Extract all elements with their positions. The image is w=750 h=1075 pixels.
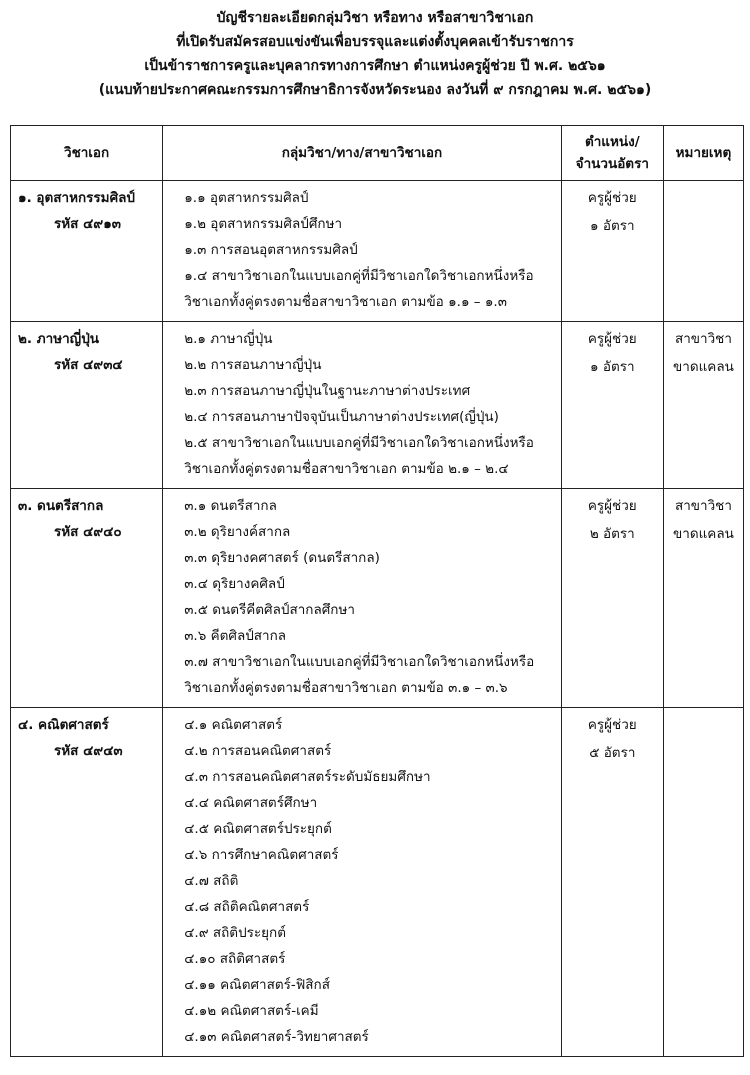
note-line-2 [665, 185, 742, 187]
table-row [11, 708, 744, 1057]
header-line-4: (แนบท้ายประกาศคณะกรรมการศึกษาธิการจังหวัดระนอง ลงวันที่ ๙ กรกฎาคม พ.ศ. ๒๕๖๑) [98, 82, 652, 98]
table-row [11, 322, 744, 489]
list-item: วิชาเอกทั้งคู่ตรงตามชื่อสาขาวิชาเอก ตามข้อ ๓.๑ – ๓.๖ [184, 680, 508, 696]
list-item: ๒.๕ สาขาวิชาเอกในแบบเอกคู่ที่มีวิชาเอกใดวิชาเอกหนึ่งหรือ [184, 435, 534, 451]
position-title: ครูผู้ช่วย [587, 190, 637, 206]
subject-cell [11, 322, 163, 489]
position-count: ๑ อัตรา [590, 359, 635, 375]
group-cell [163, 181, 562, 322]
header-group: กลุ่มวิชา/ทาง/สาขาวิชาเอก [163, 126, 562, 181]
position-count: ๕ อัตรา [589, 745, 636, 761]
list-item: ๔.๒ การสอนคณิตศาสตร์ [184, 743, 332, 759]
list-item: ๓.๔ ดุริยางคศิลป์ [184, 576, 285, 592]
position-cell [561, 181, 663, 322]
list-item: ๔.๕ คณิตศาสตร์ประยุกต์ [184, 821, 332, 837]
list-item: ๔.๑๐ สถิติศาสตร์ [184, 951, 286, 967]
note-cell [663, 181, 743, 322]
subject-code: รหัส ๔๙๑๓ [54, 216, 121, 232]
list-item: ๔.๑ คณิตศาสตร์ [184, 717, 283, 733]
group-cell [163, 708, 562, 1057]
note-line-1: สาขาวิชา [674, 498, 732, 514]
group-item-list [164, 324, 560, 484]
subject-name: ๓. ดนตรีสากล [18, 498, 104, 514]
list-item: ๒.๑ ภาษาญี่ปุ่น [184, 331, 273, 347]
table-body [11, 181, 744, 1057]
list-item: ๓.๕ ดนตรีคีตศิลป์สากลศึกษา [184, 602, 355, 618]
subject-cell [11, 489, 163, 708]
list-item: ๒.๔ การสอนภาษาปัจจุบันเป็นภาษาต่างประเทศ(ญี่ปุ่น) [184, 409, 499, 425]
list-item: ๓.๑ ดนตรีสากล [184, 498, 277, 514]
list-item: ๓.๒ ดุริยางค์สากล [184, 524, 291, 540]
group-cell [163, 489, 562, 708]
table-row [11, 181, 744, 322]
header-line-2: ที่เปิดรับสมัครสอบแข่งขันเพื่อบรรจุและแต่งตั้งบุคคลเข้ารับราชการ [176, 34, 574, 50]
list-item: ๑.๓ การสอนอุตสาหกรรมศิลป์ [184, 242, 358, 258]
subjects-table [10, 125, 744, 1057]
list-item: ๔.๑๓ คณิตศาสตร์-วิทยาศาสตร์ [184, 1029, 369, 1045]
note-line-1: สาขาวิชา [674, 331, 732, 347]
subject-cell [11, 181, 163, 322]
list-item: ๓.๓ ดุริยางคศาสตร์ (ดนตรีสากล) [184, 550, 380, 566]
position-title: ครูผู้ช่วย [587, 498, 637, 514]
list-item: ๔.๑๑ คณิตศาสตร์-ฟิสิกส์ [184, 977, 330, 993]
list-item: วิชาเอกทั้งคู่ตรงตามชื่อสาขาวิชาเอก ตามข้อ ๑.๑ – ๑.๓ [184, 294, 507, 310]
note-line-2: ขาดแคลน [673, 526, 734, 542]
group-cell [163, 322, 562, 489]
header-position-line2: จำนวนอัตรา [575, 156, 649, 172]
table-header-row [11, 126, 744, 181]
list-item: ๑.๔ สาขาวิชาเอกในแบบเอกคู่ที่มีวิชาเอกใดวิชาเอกหนึ่งหรือ [184, 268, 534, 284]
list-item: ๓.๗ สาขาวิชาเอกในแบบเอกคู่ที่มีวิชาเอกใดวิชาเอกหนึ่งหรือ [184, 654, 535, 670]
header-subject: วิชาเอก [11, 126, 163, 181]
list-item: ๑.๒ อุตสาหกรรมศิลป์ศึกษา [184, 216, 343, 232]
list-item: ๔.๖ การศึกษาคณิตศาสตร์ [184, 847, 339, 863]
document-header [0, 6, 750, 102]
subject-code: รหัส ๔๙๔๓ [54, 743, 123, 759]
group-item-list [164, 183, 560, 317]
subject-name: ๔. คณิตศาสตร์ [18, 717, 109, 733]
header-line-1: บัญชีรายละเอียดกลุ่มวิชา หรือทาง หรือสาขาวิชาเอก [216, 10, 534, 26]
group-item-list [164, 491, 560, 703]
subject-code: รหัส ๔๙๓๔ [54, 357, 123, 373]
header-position-line1: ตำแหน่ง/ [584, 134, 640, 150]
list-item: ๓.๖ คีตศิลป์สากล [184, 628, 287, 644]
header-note: หมายเหตุ [663, 126, 743, 181]
note-line-2 [665, 712, 742, 714]
table-row [11, 489, 744, 708]
note-line-2: ขาดแคลน [673, 359, 734, 375]
group-item-list [164, 710, 560, 1052]
subject-code: รหัส ๔๙๔๐ [54, 524, 122, 540]
list-item: ๔.๗ สถิติ [184, 873, 239, 889]
list-item: ๔.๘ สถิติคณิตศาสตร์ [184, 899, 310, 915]
list-item: ๔.๙ สถิติประยุกต์ [184, 925, 286, 941]
list-item: วิชาเอกทั้งคู่ตรงตามชื่อสาขาวิชาเอก ตามข้อ ๒.๑ – ๒.๔ [184, 461, 509, 477]
subject-name: ๑. อุตสาหกรรมศิลป์ [18, 190, 135, 206]
subject-name: ๒. ภาษาญี่ปุ่น [18, 331, 99, 347]
position-count: ๑ อัตรา [590, 218, 635, 234]
note-cell [663, 489, 743, 708]
header-line-3: เป็นข้าราชการครูและบุคลากรทางการศึกษา ตำแหน่งครูผู้ช่วย ปี พ.ศ. ๒๕๖๑ [144, 58, 606, 74]
position-title: ครูผู้ช่วย [587, 717, 637, 733]
position-title: ครูผู้ช่วย [587, 331, 637, 347]
header-position [561, 126, 663, 181]
list-item: ๒.๓ การสอนภาษาญี่ปุ่นในฐานะภาษาต่างประเทศ [184, 383, 471, 399]
position-cell [561, 489, 663, 708]
position-cell [561, 708, 663, 1057]
subject-cell [11, 708, 163, 1057]
list-item: ๑.๑ อุตสาหกรรมศิลป์ [184, 190, 309, 206]
list-item: ๔.๓ การสอนคณิตศาสตร์ระดับมัธยมศึกษา [184, 769, 431, 785]
position-count: ๒ อัตรา [589, 526, 635, 542]
note-cell [663, 708, 743, 1057]
list-item: ๔.๑๒ คณิตศาสตร์-เคมี [184, 1003, 319, 1019]
position-cell [561, 322, 663, 489]
list-item: ๔.๔ คณิตศาสตร์ศึกษา [184, 795, 318, 811]
note-cell [663, 322, 743, 489]
list-item: ๒.๒ การสอนภาษาญี่ปุ่น [184, 357, 322, 373]
